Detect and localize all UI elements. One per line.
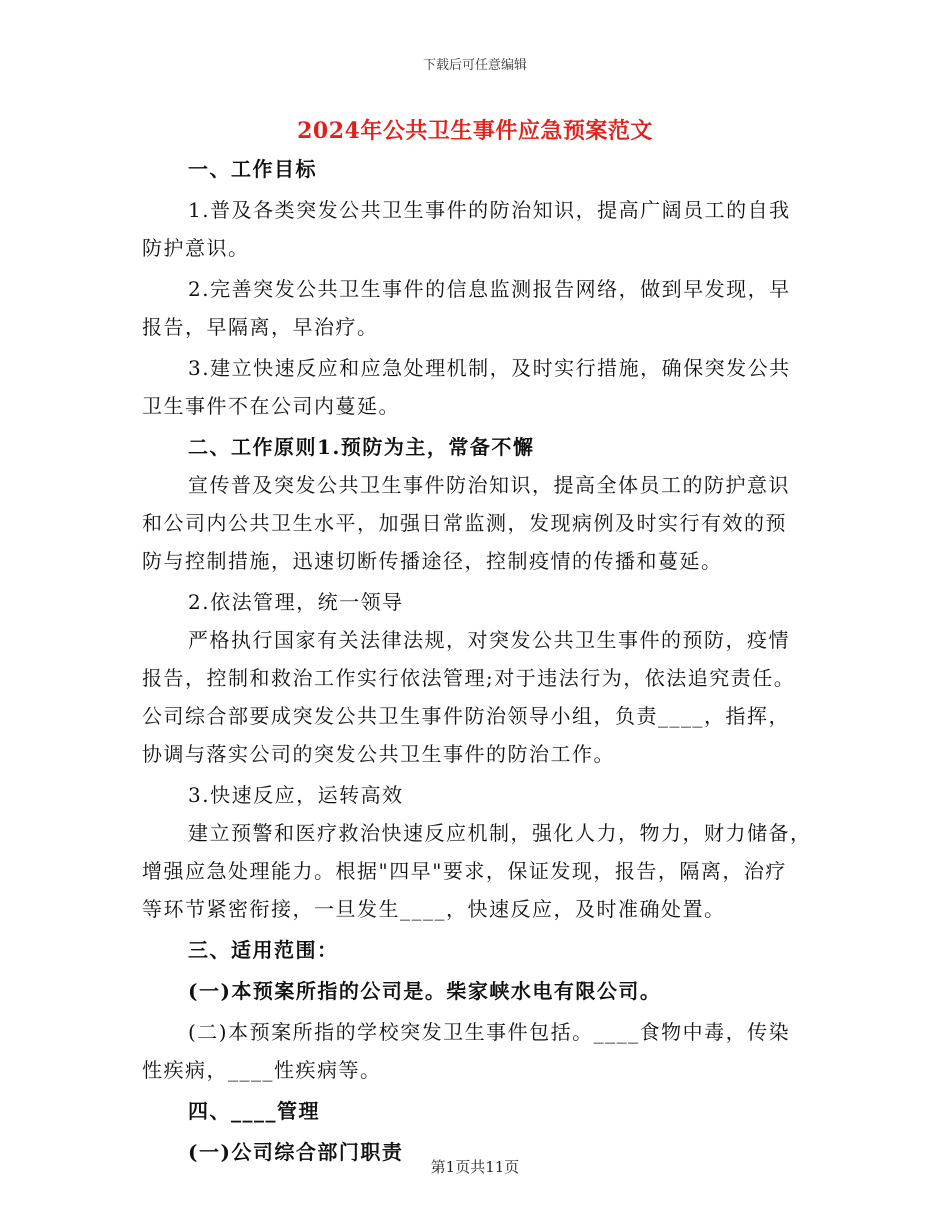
paragraph-line: 公司综合部要成突发公共卫生事件防治领导小组，负责____，指挥， [142,704,790,728]
page-number: 第1页共11页 [430,1158,520,1176]
paragraph-line: 防护意识。 [142,236,250,260]
paragraph-line: 1.普及各类突发公共卫生事件的防治知识，提高广阔员工的自我 [188,198,791,222]
paragraph-line: 报告，控制和救治工作实行依法管理;对于违法行为，依法追究责任。 [142,666,796,690]
paragraph-line: 宣传普及突发公共卫生事件防治知识，提高全体员工的防护意识 [188,473,790,497]
section-heading-management: 四、____管理 [188,1099,320,1123]
document-body [142,150,810,1171]
paragraph-line: 严格执行国家有关法律法规，对突发公共卫生事件的预防，疫情 [188,628,790,652]
paragraph-line: 增强应急处理能力。根据"四早"要求，保证发现，报告，隔离，治疗 [142,859,787,883]
paragraph-line: 等环节紧密衔接，一旦发生____，快速反应，及时准确处置。 [142,897,726,921]
section-heading-goals: 一、工作目标 [188,157,317,181]
paragraph-line: 协调与落实公司的突发公共卫生事件的防治工作。 [142,742,615,766]
paragraph-line: 卫生事件不在公司内蔓延。 [142,394,400,418]
paragraph-line: 和公司内公共卫生水平，加强日常监测，发现病例及时实行有效的预 [142,511,787,535]
subheading-line: 3.快速反应，运转高效 [188,783,404,807]
section-heading-principles: 二、工作原则1.预防为主，常备不懈 [188,435,535,459]
header-note: 下载后可任意编辑 [422,58,527,73]
paragraph-line: 2.完善突发公共卫生事件的信息监测报告网络，做到早发现，早 [188,277,791,301]
subsection-heading: (一)公司综合部门职责 [188,1140,404,1164]
document-title: 2024年公共卫生事件应急预案范文 [297,118,653,144]
paragraph-line: 建立预警和医疗救治快速反应机制，强化人力，物力，财力储备， [188,821,812,845]
scope-item-2: (二)本预案所指的学校突发卫生事件包括。____食物中毒，传染 [188,1020,791,1044]
paragraph-line: 防与控制措施，迅速切断传播途径，控制疫情的传播和蔓延。 [142,549,723,573]
paragraph-line: 性疾病，____性疾病等。 [142,1058,382,1082]
subheading-line: 2.依法管理，统一领导 [188,590,404,614]
paragraph-line: 3.建立快速反应和应急处理机制，及时实行措施，确保突发公共 [188,356,791,380]
paragraph-line: 报告，早隔离，早治疗。 [142,315,379,339]
scope-item-1: (一)本预案所指的公司是。柴家峡水电有限公司。 [188,979,662,1003]
section-heading-scope: 三、适用范围： [188,938,339,962]
